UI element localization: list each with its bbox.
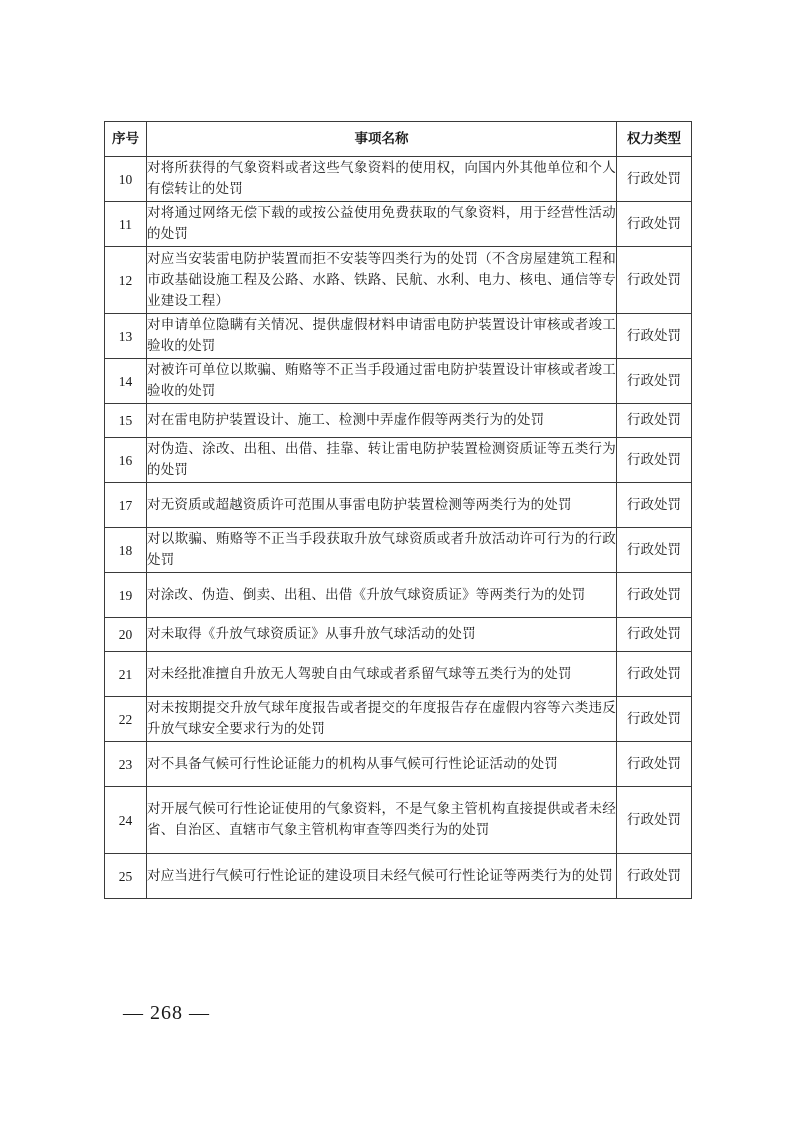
row-number: 24 bbox=[105, 787, 147, 854]
row-name: 对伪造、涂改、出租、出借、挂靠、转让雷电防护装置检测资质证等五类行为的处罚 bbox=[147, 438, 617, 483]
row-name: 对不具备气候可行性论证能力的机构从事气候可行性论证活动的处罚 bbox=[147, 742, 617, 787]
header-number: 序号 bbox=[105, 122, 147, 157]
table-header-row bbox=[105, 122, 692, 157]
row-number: 16 bbox=[105, 438, 147, 483]
table-row bbox=[105, 438, 692, 483]
items-table bbox=[104, 121, 692, 899]
page-number: — 268 — bbox=[123, 1002, 210, 1024]
row-type: 行政处罚 bbox=[617, 483, 692, 528]
row-number: 14 bbox=[105, 359, 147, 404]
row-number: 12 bbox=[105, 247, 147, 314]
row-name: 对以欺骗、贿赂等不正当手段获取升放气球资质或者升放活动许可行为的行政处罚 bbox=[147, 528, 617, 573]
row-number: 25 bbox=[105, 854, 147, 899]
row-number: 10 bbox=[105, 157, 147, 202]
row-name: 对涂改、伪造、倒卖、出租、出借《升放气球资质证》等两类行为的处罚 bbox=[147, 573, 617, 618]
header-type: 权力类型 bbox=[617, 122, 692, 157]
table-row bbox=[105, 787, 692, 854]
row-type: 行政处罚 bbox=[617, 157, 692, 202]
table-row bbox=[105, 314, 692, 359]
table-row bbox=[105, 157, 692, 202]
row-type: 行政处罚 bbox=[617, 787, 692, 854]
row-number: 15 bbox=[105, 404, 147, 438]
row-type: 行政处罚 bbox=[617, 359, 692, 404]
row-name: 对开展气候可行性论证使用的气象资料，不是气象主管机构直接提供或者未经省、自治区、直辖市气象主管机构审查等四类行为的处罚 bbox=[147, 787, 617, 854]
table-row bbox=[105, 247, 692, 314]
row-number: 13 bbox=[105, 314, 147, 359]
row-name: 对将通过网络无偿下载的或按公益使用免费获取的气象资料，用于经营性活动的处罚 bbox=[147, 202, 617, 247]
table-row bbox=[105, 618, 692, 652]
row-type: 行政处罚 bbox=[617, 742, 692, 787]
row-name: 对应当安装雷电防护装置而拒不安装等四类行为的处罚（不含房屋建筑工程和市政基础设施工程及公路、水路、铁路、民航、水利、电力、核电、通信等专业建设工程） bbox=[147, 247, 617, 314]
table-row bbox=[105, 573, 692, 618]
table-row bbox=[105, 652, 692, 697]
row-name: 对未按期提交升放气球年度报告或者提交的年度报告存在虚假内容等六类违反升放气球安全要求行为的处罚 bbox=[147, 697, 617, 742]
table-row bbox=[105, 528, 692, 573]
row-name: 对无资质或超越资质许可范围从事雷电防护装置检测等两类行为的处罚 bbox=[147, 483, 617, 528]
row-number: 17 bbox=[105, 483, 147, 528]
table-row bbox=[105, 359, 692, 404]
row-name: 对申请单位隐瞒有关情况、提供虚假材料申请雷电防护装置设计审核或者竣工验收的处罚 bbox=[147, 314, 617, 359]
table-row bbox=[105, 404, 692, 438]
row-number: 18 bbox=[105, 528, 147, 573]
row-type: 行政处罚 bbox=[617, 202, 692, 247]
table-row bbox=[105, 697, 692, 742]
table-row bbox=[105, 202, 692, 247]
row-type: 行政处罚 bbox=[617, 247, 692, 314]
row-number: 22 bbox=[105, 697, 147, 742]
row-type: 行政处罚 bbox=[617, 854, 692, 899]
row-name: 对将所获得的气象资料或者这些气象资料的使用权，向国内外其他单位和个人有偿转让的处罚 bbox=[147, 157, 617, 202]
row-name: 对被许可单位以欺骗、贿赂等不正当手段通过雷电防护装置设计审核或者竣工验收的处罚 bbox=[147, 359, 617, 404]
table-row bbox=[105, 742, 692, 787]
row-type: 行政处罚 bbox=[617, 404, 692, 438]
row-name: 对未取得《升放气球资质证》从事升放气球活动的处罚 bbox=[147, 618, 617, 652]
row-number: 21 bbox=[105, 652, 147, 697]
row-number: 20 bbox=[105, 618, 147, 652]
row-type: 行政处罚 bbox=[617, 438, 692, 483]
row-type: 行政处罚 bbox=[617, 573, 692, 618]
row-number: 23 bbox=[105, 742, 147, 787]
table-row bbox=[105, 483, 692, 528]
row-type: 行政处罚 bbox=[617, 314, 692, 359]
row-number: 11 bbox=[105, 202, 147, 247]
row-name: 对在雷电防护装置设计、施工、检测中弄虚作假等两类行为的处罚 bbox=[147, 404, 617, 438]
row-name: 对应当进行气候可行性论证的建设项目未经气候可行性论证等两类行为的处罚 bbox=[147, 854, 617, 899]
row-type: 行政处罚 bbox=[617, 618, 692, 652]
row-number: 19 bbox=[105, 573, 147, 618]
row-type: 行政处罚 bbox=[617, 697, 692, 742]
table-row bbox=[105, 854, 692, 899]
row-type: 行政处罚 bbox=[617, 528, 692, 573]
header-name: 事项名称 bbox=[147, 122, 617, 157]
row-name: 对未经批准擅自升放无人驾驶自由气球或者系留气球等五类行为的处罚 bbox=[147, 652, 617, 697]
row-type: 行政处罚 bbox=[617, 652, 692, 697]
